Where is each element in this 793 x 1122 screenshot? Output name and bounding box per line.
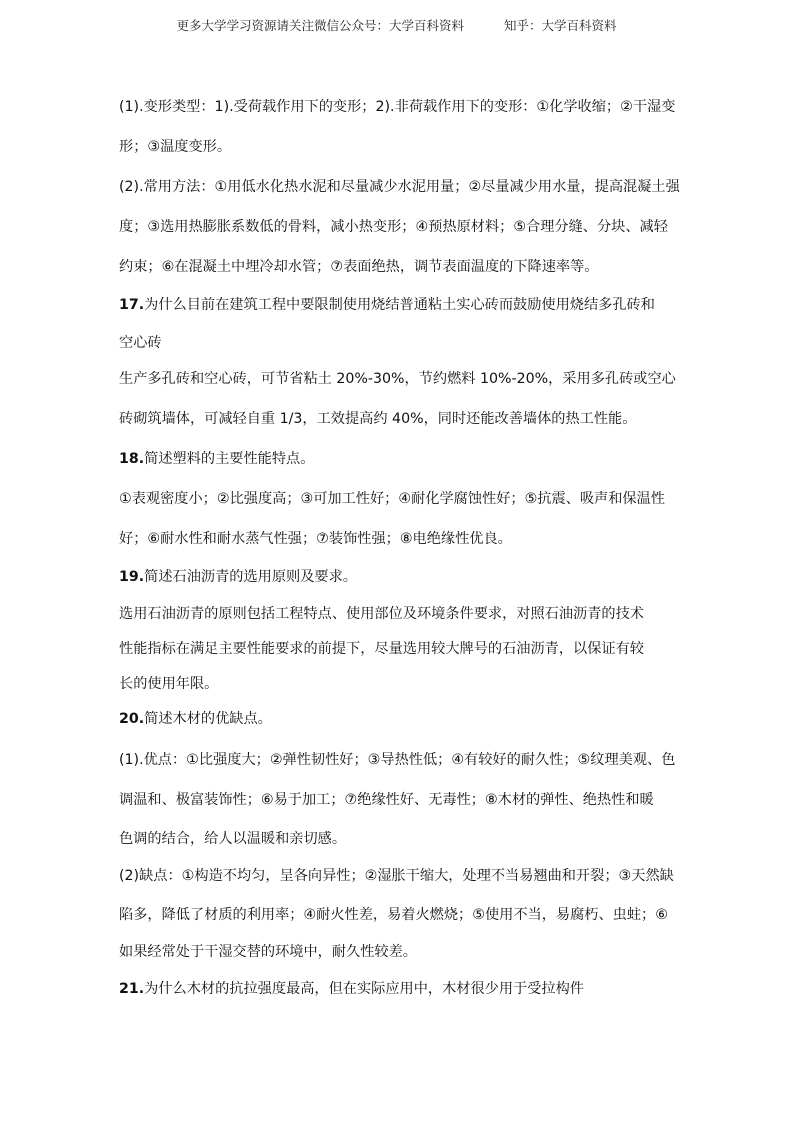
body-line: 好；⑥耐水性和耐水蒸气性强；⑦装饰性强；⑧电绝缘性优良。 (119, 531, 512, 547)
body-line: 选用石油沥青的原则包括工程特点、使用部位及环境条件要求，对照石油沥青的技术 (119, 606, 644, 622)
question-text: 为什么目前在建筑工程中要限制使用烧结普通粘土实心砖而鼓励使用烧结多孔砖和 (144, 297, 655, 313)
question-20 (119, 708, 272, 728)
body-line: (1).优点：①比强度大；②弹性韧性好；③导热性低；④有较好的耐久性；⑤纹理美观、色 (119, 752, 676, 768)
body-line: 长的使用年限。 (119, 676, 219, 692)
question-number: 21. (119, 981, 145, 997)
question-number: 17. (119, 297, 145, 313)
body-line: (2)缺点：①构造不均匀，呈各向异性；②湿胀干缩大，处理不当易翘曲和开裂；③天然缺 (119, 868, 674, 884)
header-zhihu-text: 知乎：大学百科资料 (504, 18, 617, 33)
question-number: 19. (119, 569, 145, 585)
body-line: 生产多孔砖和空心砖，可节省粘土 20%-30%，节约燃料 10%-20%，采用多孔砖或空心 (119, 371, 676, 387)
header-wechat-text: 更多大学学习资源请关注微信公众号：大学百科资料 (176, 18, 464, 33)
body-line: ①表观密度小；②比强度高；③可加工性好；④耐化学腐蚀性好；⑤抗震、吸声和保温性 (119, 491, 665, 507)
body-line: 陷多，降低了材质的利用率；④耐火性差，易着火燃烧；⑤使用不当，易腐朽、虫蛀；⑥ (119, 907, 668, 923)
body-line: 如果经常处于干湿交替的环境中，耐久性较差。 (119, 944, 417, 960)
page-header (0, 16, 793, 34)
body-line: (1).变形类型：1).受荷载作用下的变形；2).非荷载作用下的变形：①化学收缩；②干湿变 (119, 99, 676, 115)
question-text: 简述木材的优缺点。 (144, 711, 272, 727)
question-number: 20. (119, 711, 145, 727)
question-21 (119, 978, 584, 998)
body-line: 调温和、极富装饰性；⑥易于加工；⑦绝缘性好、无毒性；⑧木材的弹性、绝热性和暖 (119, 792, 654, 808)
question-18 (119, 448, 314, 468)
question-text: 简述石油沥青的选用原则及要求。 (144, 569, 357, 585)
body-line: 度；③选用热膨胀系数低的骨料，减小热变形；④预热原材料；⑤合理分缝、分块、减轻 (119, 219, 668, 235)
question-number: 18. (119, 451, 145, 467)
body-line: 性能指标在满足主要性能要求的前提下，尽量选用较大牌号的石油沥青，以保证有较 (119, 641, 644, 657)
body-line: (2).常用方法：①用低水化热水泥和尽量减少水泥用量；②尽量减少用水量，提高混凝土强 (119, 179, 680, 195)
body-line: 形；③温度变形。 (119, 139, 232, 155)
body-line: 色调的结合，给人以温暖和亲切感。 (119, 831, 347, 847)
body-line: 约束；⑥在混凝土中埋冷却水管；⑦表面绝热，调节表面温度的下降速率等。 (119, 259, 599, 275)
question-19 (119, 566, 357, 586)
body-line: 砖砌筑墙体，可减轻自重 1/3，工效提高约 40%，同时还能改善墙体的热工性能。 (119, 411, 637, 427)
question-17 (119, 294, 655, 314)
body-line: 空心砖 (119, 335, 162, 351)
question-text: 为什么木材的抗拉强度最高，但在实际应用中，木材很少用于受拉构件 (144, 981, 584, 997)
question-text: 简述塑料的主要性能特点。 (144, 451, 315, 467)
